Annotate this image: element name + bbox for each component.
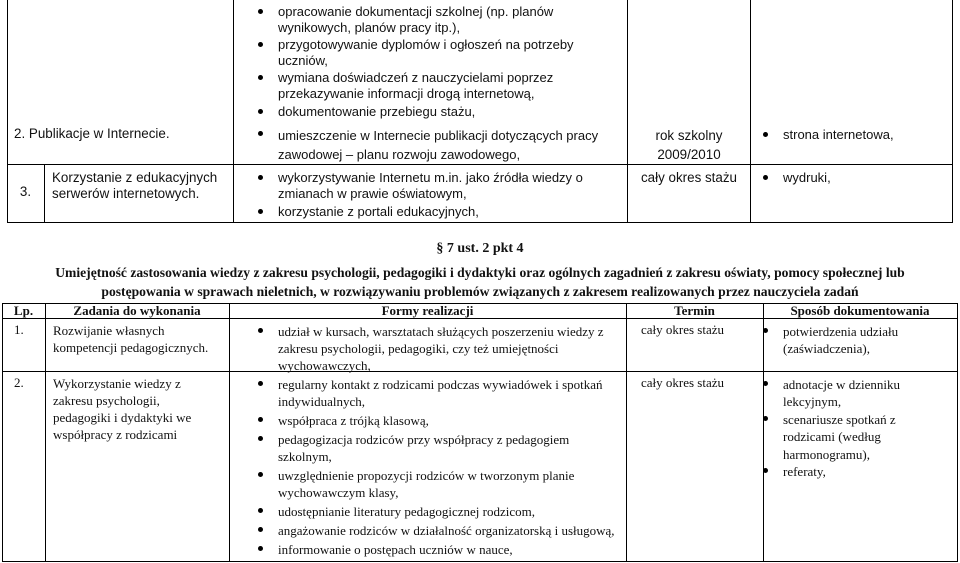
rule bbox=[233, 0, 234, 223]
term bbox=[628, 126, 750, 164]
header-lp: Lp. bbox=[13, 303, 34, 318]
rule bbox=[626, 303, 627, 562]
list-item: wydruki, bbox=[783, 170, 948, 186]
rule bbox=[957, 303, 958, 562]
form-list bbox=[278, 376, 624, 558]
section-reference: § 7 ust. 2 pkt 4 bbox=[436, 241, 524, 256]
header-term: Termin bbox=[674, 303, 715, 318]
list-item: udział w kursach, warsztatach służących poszerzeniu wiedzy z zakresu psychologii, pedagogiki, czy też umiejętności wychowawczych, bbox=[278, 323, 624, 374]
list-item: wymiana doświadczeń z nauczycielami poprzez przekazywanie informacji drogą internetową, bbox=[278, 70, 608, 101]
term: cały okres stażu bbox=[640, 170, 737, 185]
form-list bbox=[278, 170, 618, 219]
term-line: 2009/2010 bbox=[657, 147, 721, 162]
list-item: dokumentowanie przebiegu stażu, bbox=[278, 104, 608, 120]
list-item: pedagogizacja rodziców przy współpracy z pedagogiem szkolnym, bbox=[278, 431, 624, 465]
form-list bbox=[278, 323, 624, 374]
rule bbox=[7, 164, 953, 165]
documentation-list bbox=[783, 127, 948, 143]
rule bbox=[7, 222, 953, 223]
header-docs: Sposób dokumentowania bbox=[790, 303, 930, 318]
task-korzystanie: Korzystanie z edukacyjnych serwerów internetowych. bbox=[52, 170, 218, 201]
rule bbox=[750, 0, 751, 223]
rule bbox=[627, 0, 628, 223]
header-forms: Formy realizacji bbox=[381, 303, 474, 318]
documentation-list bbox=[783, 170, 948, 186]
row-number: 1. bbox=[14, 322, 24, 337]
rule bbox=[45, 303, 46, 562]
list-item: angażowanie rodziców w działalność organizatorską i usługową, bbox=[278, 522, 624, 539]
form-list bbox=[278, 126, 618, 164]
list-item: strona internetowa, bbox=[783, 127, 948, 143]
list-item: informowanie o postępach uczniów w nauce, bbox=[278, 541, 624, 558]
task-rozwijanie: Rozwijanie własnych kompetencji pedagogicznych. bbox=[53, 323, 209, 355]
row-number: 2. bbox=[14, 375, 24, 390]
term: cały okres stażu bbox=[641, 322, 725, 337]
documentation-list bbox=[783, 376, 943, 480]
rule bbox=[2, 561, 957, 562]
list-item: potwierdzenia udziału (zaświadczenia), bbox=[783, 323, 953, 357]
header-tasks: Zadania do wykonania bbox=[73, 303, 201, 318]
list-item: adnotacje w dzienniku lekcyjnym, bbox=[783, 376, 943, 411]
task-publikacje: 2. Publikacje w Internecie. bbox=[14, 126, 170, 141]
section-heading: Umiejętność zastosowania wiedzy z zakresu psychologii, pedagogiki i dydaktyki oraz ogólnych zagadnień z zakresu oświaty, pomocy społecznej lub postępowania w sprawach nieletnich, w rozwiązywaniu problemów związanych z zakresem realizowanych przez nauczyciela zadań bbox=[55, 265, 905, 299]
list-item: przygotowywanie dyplomów i ogłoszeń na potrzeby uczniów, bbox=[278, 37, 608, 68]
list-item: uwzględnienie propozycji rodziców w tworzonym planie wychowawczym klasy, bbox=[278, 467, 624, 501]
documentation-list bbox=[783, 323, 953, 357]
rule bbox=[44, 164, 45, 223]
row-number: 3. bbox=[19, 184, 32, 199]
list-item: wykorzystywanie Internetu m.in. jako źródła wiedzy o zmianach w prawie oświatowym, bbox=[278, 170, 618, 202]
list-item: umieszczenie w Internecie publikacji dotyczących pracy zawodowej – planu rozwoju zawodowego, bbox=[278, 126, 618, 164]
rule bbox=[2, 303, 3, 562]
list-item: scenariusze spotkań z rodzicami (według harmonogramu), bbox=[783, 411, 943, 463]
list-item: referaty, bbox=[783, 463, 943, 480]
continued-form-list bbox=[278, 4, 608, 119]
list-item: współpraca z trójką klasową, bbox=[278, 412, 624, 429]
rule bbox=[952, 0, 953, 223]
rule bbox=[763, 303, 764, 562]
list-item: regularny kontakt z rodzicami podczas wywiadówek i spotkań indywidualnych, bbox=[278, 376, 624, 410]
task-wykorzystanie: Wykorzystanie wiedzy z zakresu psychologii, pedagogiki i dydaktyki we współpracy z rodzicami bbox=[53, 376, 192, 442]
term: cały okres stażu bbox=[641, 375, 725, 390]
term-line: rok szkolny bbox=[655, 128, 723, 143]
rule bbox=[229, 303, 230, 562]
list-item: korzystanie z portali edukacyjnych, bbox=[278, 204, 618, 220]
list-item: udostępnianie literatury pedagogicznej rodzicom, bbox=[278, 503, 624, 520]
list-item: opracowanie dokumentacji szkolnej (np. planów wynikowych, planów pracy itp.), bbox=[278, 4, 608, 35]
